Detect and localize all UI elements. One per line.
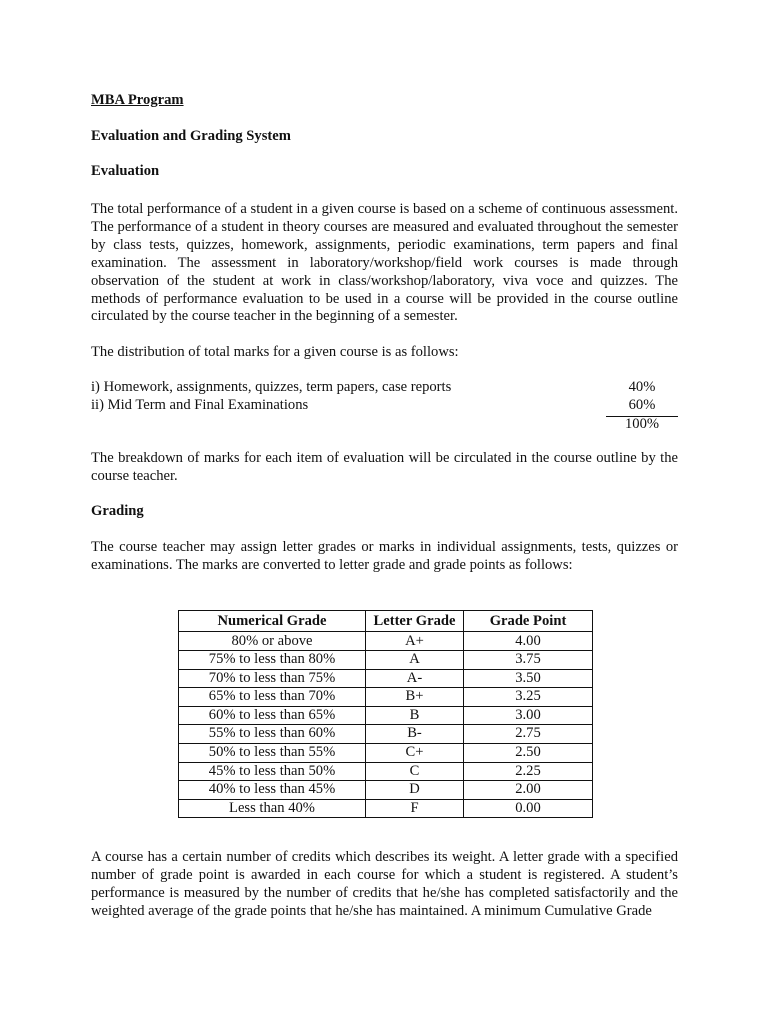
grade-point-cell: 2.50 [464,743,593,762]
breakdown-paragraph: The breakdown of marks for each item of evaluation will be circulated in the course outline by the course teacher. [91,450,678,484]
letter-grade-cell: B [366,706,464,725]
numerical-grade-cell: 65% to less than 70% [179,688,366,707]
grade-point-cell: 2.25 [464,762,593,781]
letter-grade-cell: A [366,651,464,670]
grade-table [178,610,593,818]
program-heading: MBA Program [91,92,184,108]
distribution-total: 100% [624,415,660,432]
distribution-row [91,379,678,397]
distribution-total-row [91,416,678,434]
distribution-intro: The distribution of total marks for a given course is as follows: [91,344,459,360]
numerical-grade-cell: 55% to less than 60% [179,725,366,744]
grade-point-cell: 2.75 [464,725,593,744]
header-grade-point: Grade Point [464,611,593,632]
grading-intro: The course teacher may assign letter grades or marks in individual assignments, tests, quizzes or examinations. The marks are converted to letter grade and grade points as follows: [91,539,678,573]
letter-grade-cell: F [366,799,464,818]
letter-grade-cell: A- [366,669,464,688]
table-row [179,762,593,781]
grading-intro-block [91,539,678,575]
numerical-grade-cell: 70% to less than 75% [179,669,366,688]
evaluation-paragraph: The total performance of a student in a given course is based on a scheme of continuous assessment. The performance of a student in theory courses are measured and evaluated throughout the semester by class tests, quizzes, homework, assignments, periodic examinations, term papers and final examination. The assessment in laboratory/workshop/field work courses is made through observation of the student at work in class/workshop/laboratory, viva voce and quizzes. The methods of performance evaluation to be used in a course will be provided in the course outline circulated by the course teacher in the beginning of a semester. [91,201,678,325]
table-row [179,725,593,744]
distribution-label: ii) Mid Term and Final Examinations [91,396,309,413]
grade-point-cell: 3.50 [464,669,593,688]
breakdown-paragraph-block [91,450,678,486]
total-divider [606,416,678,417]
distribution-row [91,397,678,415]
numerical-grade-cell: 80% or above [179,632,366,651]
letter-grade-cell: B- [366,725,464,744]
grading-heading: Grading [91,503,144,519]
evaluation-paragraph-block [91,201,678,326]
numerical-grade-cell: 60% to less than 65% [179,706,366,725]
letter-grade-cell: D [366,781,464,800]
program-heading-block [91,92,678,110]
table-row [179,706,593,725]
table-row [179,743,593,762]
grade-point-cell: 0.00 [464,799,593,818]
letter-grade-cell: C [366,762,464,781]
table-row [179,669,593,688]
grade-point-cell: 4.00 [464,632,593,651]
table-row [179,799,593,818]
distribution-pct: 60% [628,396,656,413]
grade-table-header-row [179,611,593,632]
numerical-grade-cell: 45% to less than 50% [179,762,366,781]
letter-grade-cell: C+ [366,743,464,762]
credits-paragraph: A course has a certain number of credits which describes its weight. A letter grade with a specified number of grade point is awarded in each course for which a student is registered. A student’s performance is measured by the number of credits that he/she has completed satisfactorily and the weighted average of the grade points that he/she has maintained. A minimum Cumulative Grade [91,849,678,919]
grade-point-cell: 3.25 [464,688,593,707]
header-numerical-grade: Numerical Grade [179,611,366,632]
numerical-grade-cell: 75% to less than 80% [179,651,366,670]
letter-grade-cell: B+ [366,688,464,707]
grade-point-cell: 3.00 [464,706,593,725]
distribution-label: i) Homework, assignments, quizzes, term papers, case reports [91,379,452,395]
system-heading: Evaluation and Grading System [91,128,291,144]
numerical-grade-cell: 50% to less than 55% [179,743,366,762]
header-letter-grade: Letter Grade [366,611,464,632]
grade-point-cell: 2.00 [464,781,593,800]
numerical-grade-cell: 40% to less than 45% [179,781,366,800]
evaluation-heading: Evaluation [91,163,160,179]
numerical-grade-cell: Less than 40% [179,799,366,818]
table-row [179,688,593,707]
grade-table-body [179,632,593,818]
table-row [179,651,593,670]
grading-heading-block [91,503,678,521]
table-row [179,632,593,651]
letter-grade-cell: A+ [366,632,464,651]
distribution-list [91,379,678,434]
system-heading-block [91,128,678,146]
distribution-intro-block [91,344,678,362]
grade-point-cell: 3.75 [464,651,593,670]
distribution-pct: 40% [628,379,656,395]
evaluation-heading-block [91,163,678,181]
credits-paragraph-block [91,849,678,921]
table-row [179,781,593,800]
